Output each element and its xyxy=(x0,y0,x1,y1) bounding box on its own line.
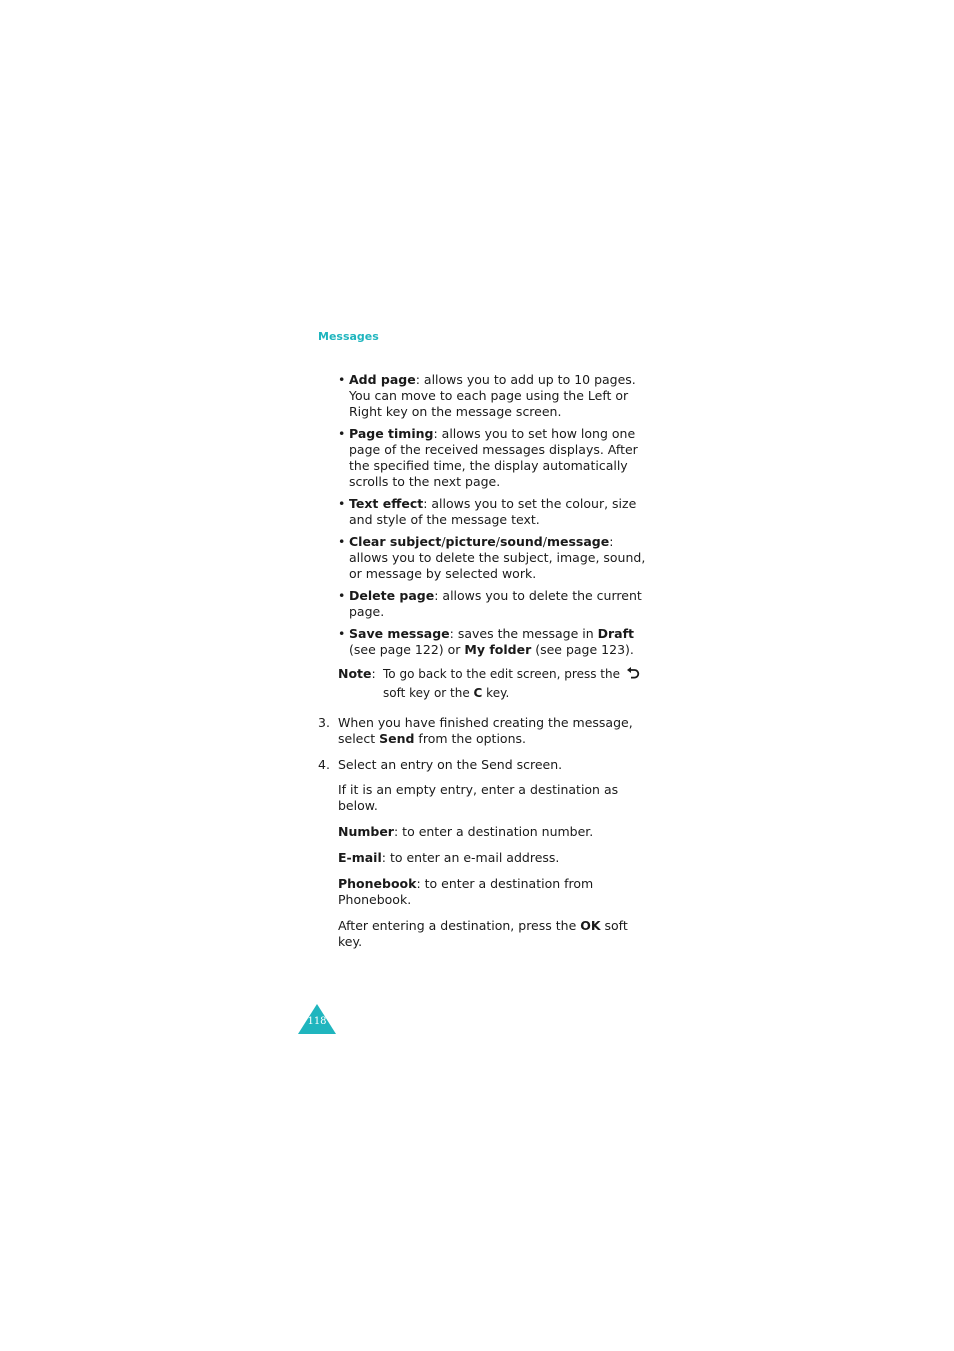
paragraph-text: After entering a destination, press the xyxy=(338,918,581,933)
option-term: Clear subject xyxy=(349,534,442,549)
paragraph xyxy=(318,850,648,866)
step-text: from the options. xyxy=(414,731,526,746)
list-item xyxy=(318,588,648,620)
note-text xyxy=(383,667,640,700)
paragraph xyxy=(318,876,648,908)
key-name: C xyxy=(473,686,483,700)
note-colon: : xyxy=(371,666,376,681)
step-text: Select an entry on the Send screen. xyxy=(338,757,563,772)
back-arrow-icon xyxy=(626,667,640,685)
step-number: 3. xyxy=(318,715,330,730)
step-item xyxy=(318,715,648,747)
option-description: : allows you to delete the subject, image, sound, or message by selected work. xyxy=(349,534,646,581)
option-name: Send xyxy=(379,731,415,746)
separator: / xyxy=(542,534,547,549)
list-item xyxy=(318,426,648,490)
paragraph xyxy=(318,824,648,840)
option-description: : allows you to delete the current page. xyxy=(349,588,642,619)
field-term: Phonebook xyxy=(338,876,417,891)
option-description: (see page 122) or xyxy=(349,642,465,657)
note-block xyxy=(338,666,648,701)
field-description: : to enter a destination number. xyxy=(393,824,594,839)
list-item xyxy=(318,534,648,582)
field-description: : to enter a destination from Phonebook. xyxy=(338,876,594,907)
folder-name: My folder xyxy=(464,642,532,657)
field-term: E-mail xyxy=(338,850,382,865)
option-description: : allows you to set the colour, size and style of the message text. xyxy=(349,496,637,527)
option-term: Add page xyxy=(349,372,416,387)
page-number: 118 xyxy=(307,1016,327,1027)
option-term: Delete page xyxy=(349,588,435,603)
folder-name: Draft xyxy=(597,626,634,641)
option-list xyxy=(318,372,648,658)
step-number: 4. xyxy=(318,757,330,772)
option-description: (see page 123). xyxy=(531,642,634,657)
option-description: : allows you to add up to 10 pages. You can move to each page using the Left or Right key on the message screen. xyxy=(349,372,636,419)
section-title: Messages xyxy=(318,330,379,343)
option-term: Page timing xyxy=(349,426,434,441)
option-description: : saves the message in xyxy=(449,626,598,641)
paragraph-text: soft key. xyxy=(338,918,628,949)
page-content xyxy=(318,372,648,950)
note-text-part: soft key or the xyxy=(383,686,474,700)
option-term: Save message xyxy=(349,626,450,641)
step-text: When you have finished creating the message, select xyxy=(338,715,633,746)
paragraph xyxy=(318,918,648,950)
field-description: : to enter an e-mail address. xyxy=(381,850,560,865)
option-term: message xyxy=(546,534,610,549)
option-term: picture xyxy=(445,534,496,549)
paragraph: If it is an empty entry, enter a destination as below. xyxy=(338,782,619,813)
note-label: Note xyxy=(338,666,372,681)
list-item xyxy=(318,372,648,420)
list-item xyxy=(318,626,648,658)
note-label-wrap xyxy=(338,666,376,682)
note-text-part: key. xyxy=(482,686,510,700)
list-item xyxy=(318,496,648,528)
note-text-part: To go back to the edit screen, press the xyxy=(383,667,624,681)
step-item xyxy=(318,757,648,773)
separator: / xyxy=(441,534,446,549)
field-term: Number xyxy=(338,824,394,839)
option-term: sound xyxy=(499,534,543,549)
option-description: : allows you to set how long one page of the received messages displays. After the specified time, the display automatically scrolls to the next page. xyxy=(349,426,638,489)
option-term: Text effect xyxy=(349,496,424,511)
key-name: OK xyxy=(580,918,601,933)
separator: / xyxy=(495,534,500,549)
